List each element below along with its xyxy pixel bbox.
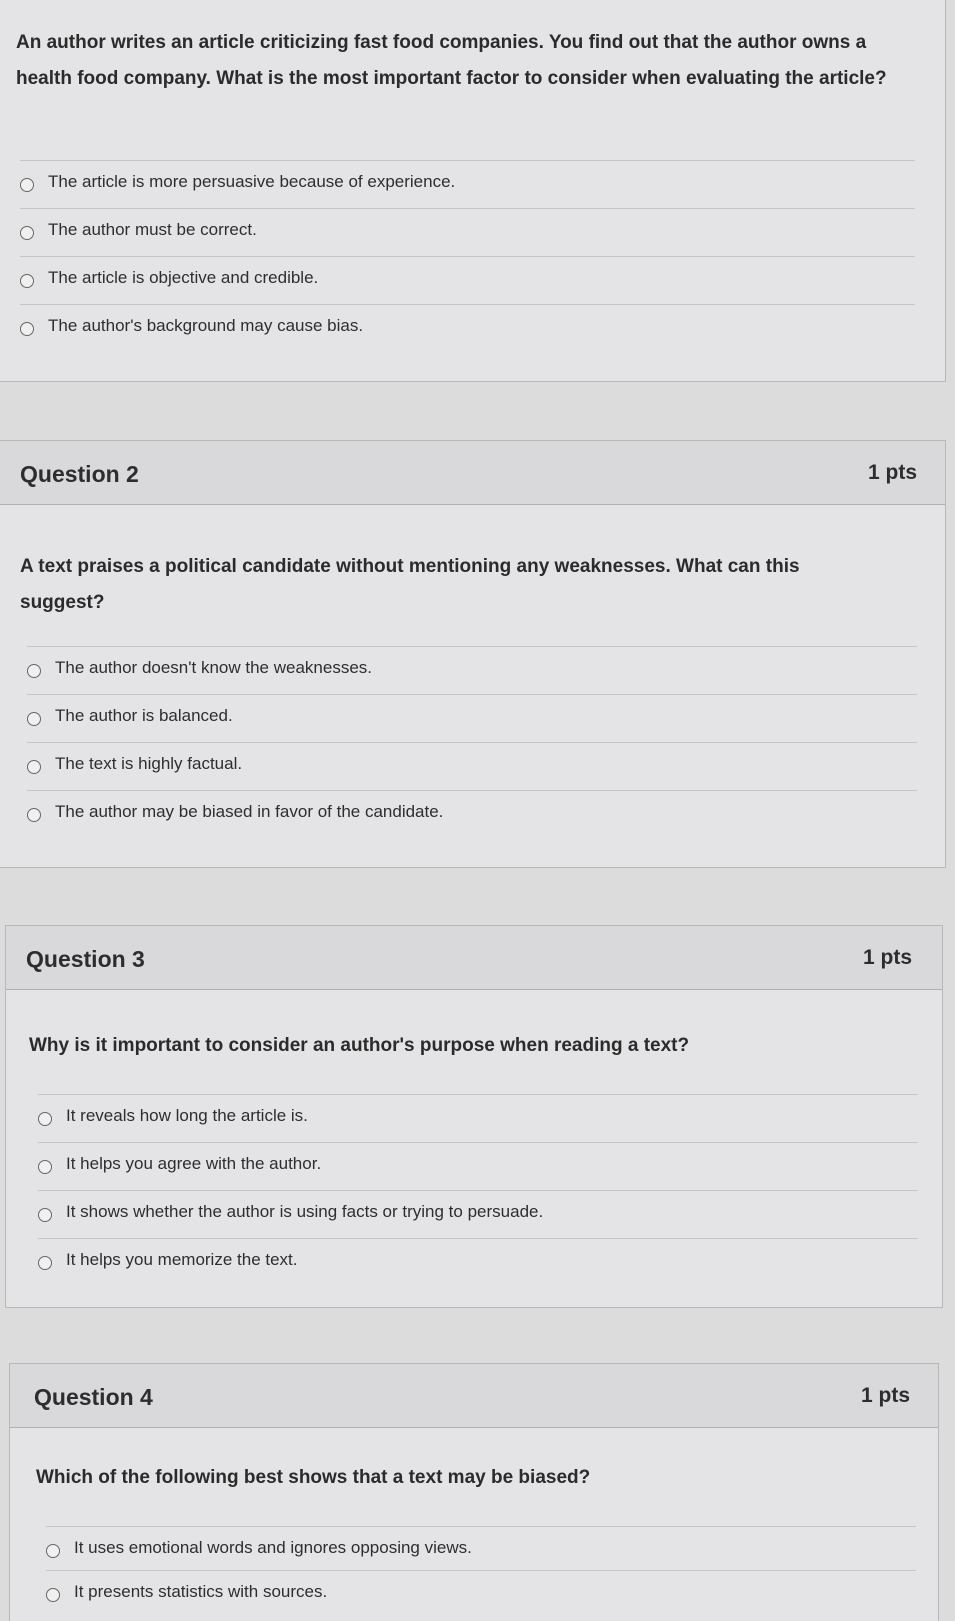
answer-label: The text is highly factual. — [55, 754, 243, 773]
answer-option[interactable] — [20, 256, 915, 304]
answer-label: It helps you agree with the author. — [66, 1154, 322, 1173]
answer-label: It helps you memorize the text. — [66, 1250, 298, 1269]
answer-option[interactable] — [46, 1570, 916, 1618]
answer-label: The author doesn't know the weaknesses. — [55, 658, 372, 677]
radio-button[interactable] — [20, 226, 34, 240]
radio-button[interactable] — [38, 1112, 52, 1126]
answer-option[interactable] — [20, 304, 915, 352]
answer-label: It reveals how long the article is. — [66, 1106, 308, 1125]
question-3-card — [5, 925, 943, 1308]
radio-button[interactable] — [27, 760, 41, 774]
answer-label: The author is balanced. — [55, 706, 233, 725]
question-2-text: A text praises a political candidate without mentioning any weaknesses. What can this suggest? — [20, 556, 800, 613]
radio-button[interactable] — [27, 664, 41, 678]
question-2-header — [0, 441, 945, 505]
radio-button[interactable] — [27, 808, 41, 822]
question-title: Question 4 — [34, 1384, 153, 1410]
radio-button[interactable] — [27, 712, 41, 726]
radio-button[interactable] — [20, 178, 34, 192]
question-4-text: Which of the following best shows that a text may be biased? — [36, 1467, 591, 1488]
question-points: 1 pts — [860, 1384, 910, 1407]
radio-button[interactable] — [38, 1160, 52, 1174]
answer-label: It presents statistics with sources. — [74, 1582, 328, 1601]
answer-label: The author must be correct. — [48, 220, 257, 239]
radio-button[interactable] — [20, 274, 34, 288]
question-title: Question 3 — [26, 946, 145, 972]
answer-option[interactable] — [20, 208, 915, 256]
question-4-card — [9, 1363, 939, 1621]
question-1-card — [0, 0, 946, 382]
answer-label: The article is objective and credible. — [48, 268, 319, 287]
question-title: Question 2 — [20, 461, 139, 487]
question-points: 1 pts — [862, 946, 912, 969]
question-2-card — [0, 440, 946, 868]
answer-option[interactable] — [38, 1094, 918, 1142]
answer-label: The article is more persuasive because of experience. — [48, 172, 456, 191]
question-4-header — [10, 1364, 938, 1428]
radio-button[interactable] — [46, 1588, 60, 1602]
answer-option[interactable] — [46, 1526, 916, 1574]
question-3-header — [6, 926, 942, 990]
radio-button[interactable] — [46, 1544, 60, 1558]
answer-label: It uses emotional words and ignores opposing views. — [74, 1538, 472, 1557]
answer-option[interactable] — [27, 646, 917, 694]
answer-option[interactable] — [27, 742, 917, 790]
radio-button[interactable] — [20, 322, 34, 336]
answer-label: It shows whether the author is using facts or trying to persuade. — [66, 1202, 544, 1221]
question-points: 1 pts — [867, 461, 917, 484]
answer-label: The author's background may cause bias. — [48, 316, 364, 335]
question-3-text: Why is it important to consider an author's purpose when reading a text? — [29, 1035, 690, 1056]
answer-option[interactable] — [27, 790, 917, 838]
answer-label: The author may be biased in favor of the candidate. — [55, 802, 444, 821]
radio-button[interactable] — [38, 1208, 52, 1222]
question-1-text: An author writes an article criticizing fast food companies. You find out that the author owns a health food company. What is the most important factor to consider when evaluating the article? — [16, 32, 887, 89]
answer-option[interactable] — [38, 1190, 918, 1238]
answer-option[interactable] — [27, 694, 917, 742]
radio-button[interactable] — [38, 1256, 52, 1270]
answer-option[interactable] — [38, 1238, 918, 1286]
answer-option[interactable] — [38, 1142, 918, 1190]
answer-option[interactable] — [20, 160, 915, 208]
